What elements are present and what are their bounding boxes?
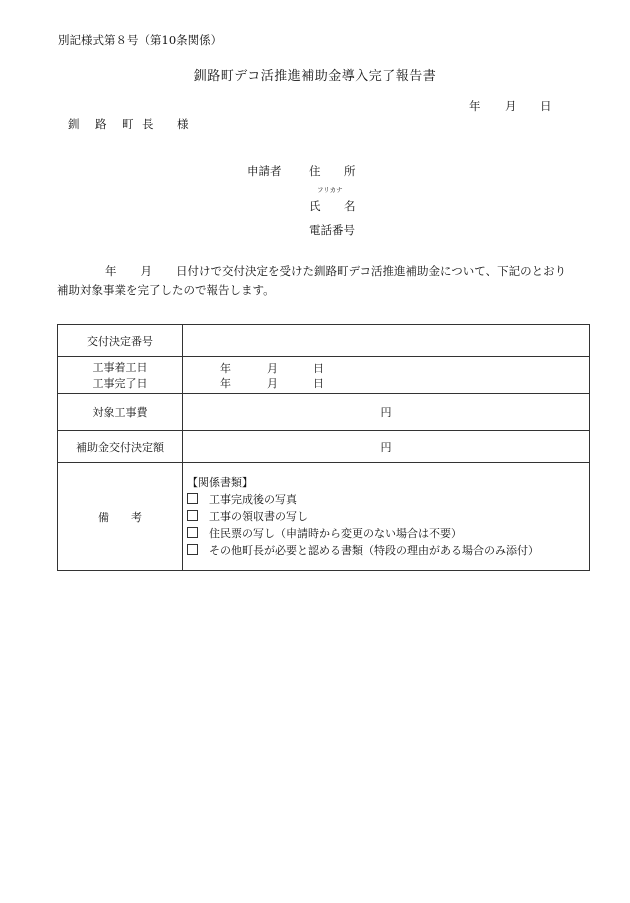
checklist-item[interactable]: 工事の領収書の写し [187, 508, 589, 525]
document-title: 釧路町デコ活推進補助金導入完了報告書 [193, 69, 437, 84]
address-label-b: 所 [344, 164, 356, 178]
report-statement [57, 262, 597, 300]
subsidy-amount-unit: 円 [380, 440, 392, 454]
checklist-item[interactable]: 工事完成後の写真 [187, 491, 589, 508]
notes-value [183, 463, 590, 571]
body-line2-text: 補助対象事業を完了したので報告します。 [57, 283, 275, 297]
start-year: 年 [220, 361, 231, 375]
name-label-a: 氏 [309, 199, 321, 213]
recipient-char-3: 町 [122, 117, 134, 131]
end-date-label: 工事完了日 [92, 377, 148, 390]
checklist-item[interactable]: 住民票の写し（申請時から変更のない場合は不要） [187, 525, 589, 542]
checklist-item[interactable]: その他町長が必要と認める書類（特段の理由がある場合のみ添付） [187, 542, 589, 559]
name-label-b: 名 [344, 199, 356, 213]
body-month: 月 [140, 264, 152, 278]
work-cost-value[interactable] [183, 394, 590, 431]
month-label: 月 [505, 99, 517, 113]
work-dates-label [58, 357, 183, 394]
subsidy-amount-value[interactable] [183, 431, 590, 463]
work-cost-unit: 円 [380, 406, 392, 419]
recipient-honorific: 様 [177, 117, 189, 131]
form-number: 別記様式第８号（第10条関係） [58, 33, 223, 47]
start-day: 日 [313, 361, 324, 375]
notes-label-char-2: 考 [131, 510, 142, 524]
checkbox[interactable] [187, 510, 198, 521]
end-day: 日 [313, 376, 324, 390]
start-month: 月 [267, 361, 278, 375]
table-row [58, 431, 590, 463]
end-year: 年 [220, 376, 231, 390]
phone-label: 電話番号 [309, 223, 355, 237]
address-label-a: 住 [309, 164, 321, 178]
checkbox[interactable] [187, 527, 198, 538]
body-line1-text: 日付けで交付決定を受けた釧路町デコ活推進補助金について、下記のとおり [176, 264, 567, 278]
start-date-label: 工事着工日 [92, 361, 148, 374]
recipient-char-4: 長 [142, 117, 154, 131]
recipient-char-2: 路 [95, 117, 107, 131]
body-year: 年 [105, 264, 117, 278]
year-label: 年 [469, 99, 481, 113]
subsidy-amount-label: 補助金交付決定額 [58, 431, 183, 463]
work-cost-label: 対象工事費 [58, 394, 183, 431]
checkbox[interactable] [187, 544, 198, 555]
recipient-char-1: 釧 [68, 117, 80, 131]
table-row [58, 394, 590, 431]
table-row [58, 325, 590, 357]
day-label: 日 [540, 99, 552, 113]
notes-heading: 【関係書類】 [187, 476, 253, 489]
table-row [58, 463, 590, 571]
table-row [58, 357, 590, 394]
work-dates-value[interactable] [183, 357, 590, 394]
notes-label [58, 463, 183, 571]
decision-number-label: 交付決定番号 [58, 325, 183, 357]
checkbox[interactable] [187, 493, 198, 504]
decision-number-value[interactable] [183, 325, 590, 357]
furigana-label: フリカナ [317, 186, 343, 194]
notes-label-char-1: 備 [98, 510, 109, 524]
applicant-label: 申請者 [247, 164, 282, 178]
report-table [57, 324, 590, 571]
end-month: 月 [267, 376, 278, 390]
